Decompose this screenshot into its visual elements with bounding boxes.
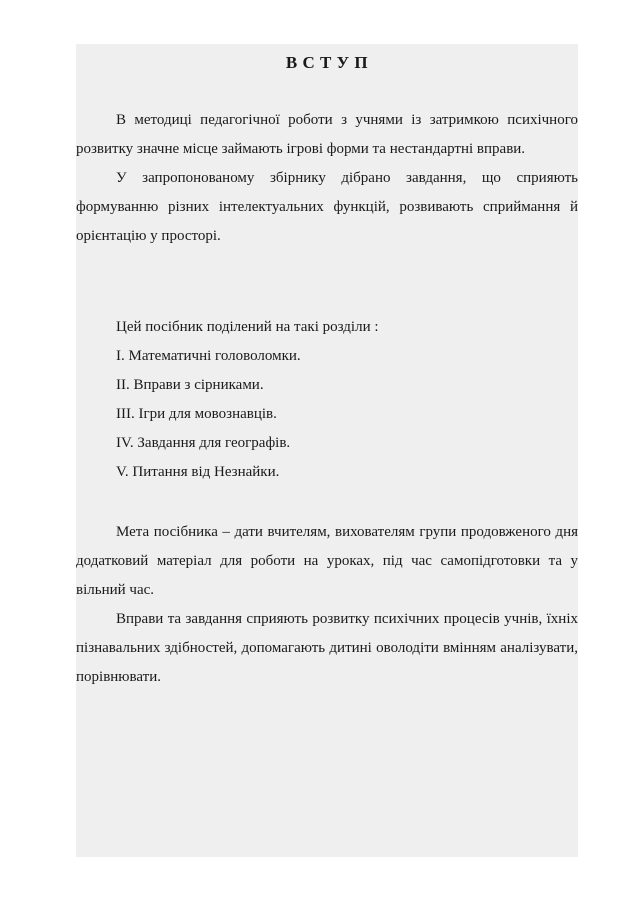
section-item-3: ІІІ. Ігри для мовознавців. — [116, 406, 277, 422]
section-item-1: І. Математичні головоломки. — [116, 348, 301, 364]
document-page — [76, 44, 578, 857]
section-item-2: ІІ. Вправи з сірниками. — [116, 377, 264, 393]
intro-section — [76, 106, 578, 251]
intro-paragraph-1: В методиці педагогічної роботи з учнями із затримкою психічного розвитку значне місце займають ігрові форми та нестандартні вправи. — [76, 112, 578, 157]
sections-list — [76, 313, 578, 487]
purpose-paragraph-1: Мета посібника – дати вчителям, вихователям групи продовженого дня додатковий матеріал для роботи на уроках, під час самопідготовки та у вільний час. — [76, 524, 578, 598]
intro-paragraph-2: У запропонованому збірнику дібрано завдання, що сприяють формуванню різних інтелектуальних функцій, розвивають сприймання й орієнтацію у просторі. — [76, 170, 578, 244]
purpose-paragraph-2: Вправи та завдання сприяють розвитку психічних процесів учнів, їхніх пізнавальних здібностей, допомагають дитині оволодіти вмінням аналізувати, порівнювати. — [76, 611, 578, 685]
purpose-section — [76, 518, 578, 692]
page-title: В С Т У П — [285, 53, 369, 72]
sections-list-intro: Цей посібник поділений на такі розділи : — [116, 319, 379, 335]
section-item-4: ІV. Завдання для географів. — [116, 435, 291, 451]
section-item-5: V. Питання від Незнайки. — [116, 464, 280, 480]
